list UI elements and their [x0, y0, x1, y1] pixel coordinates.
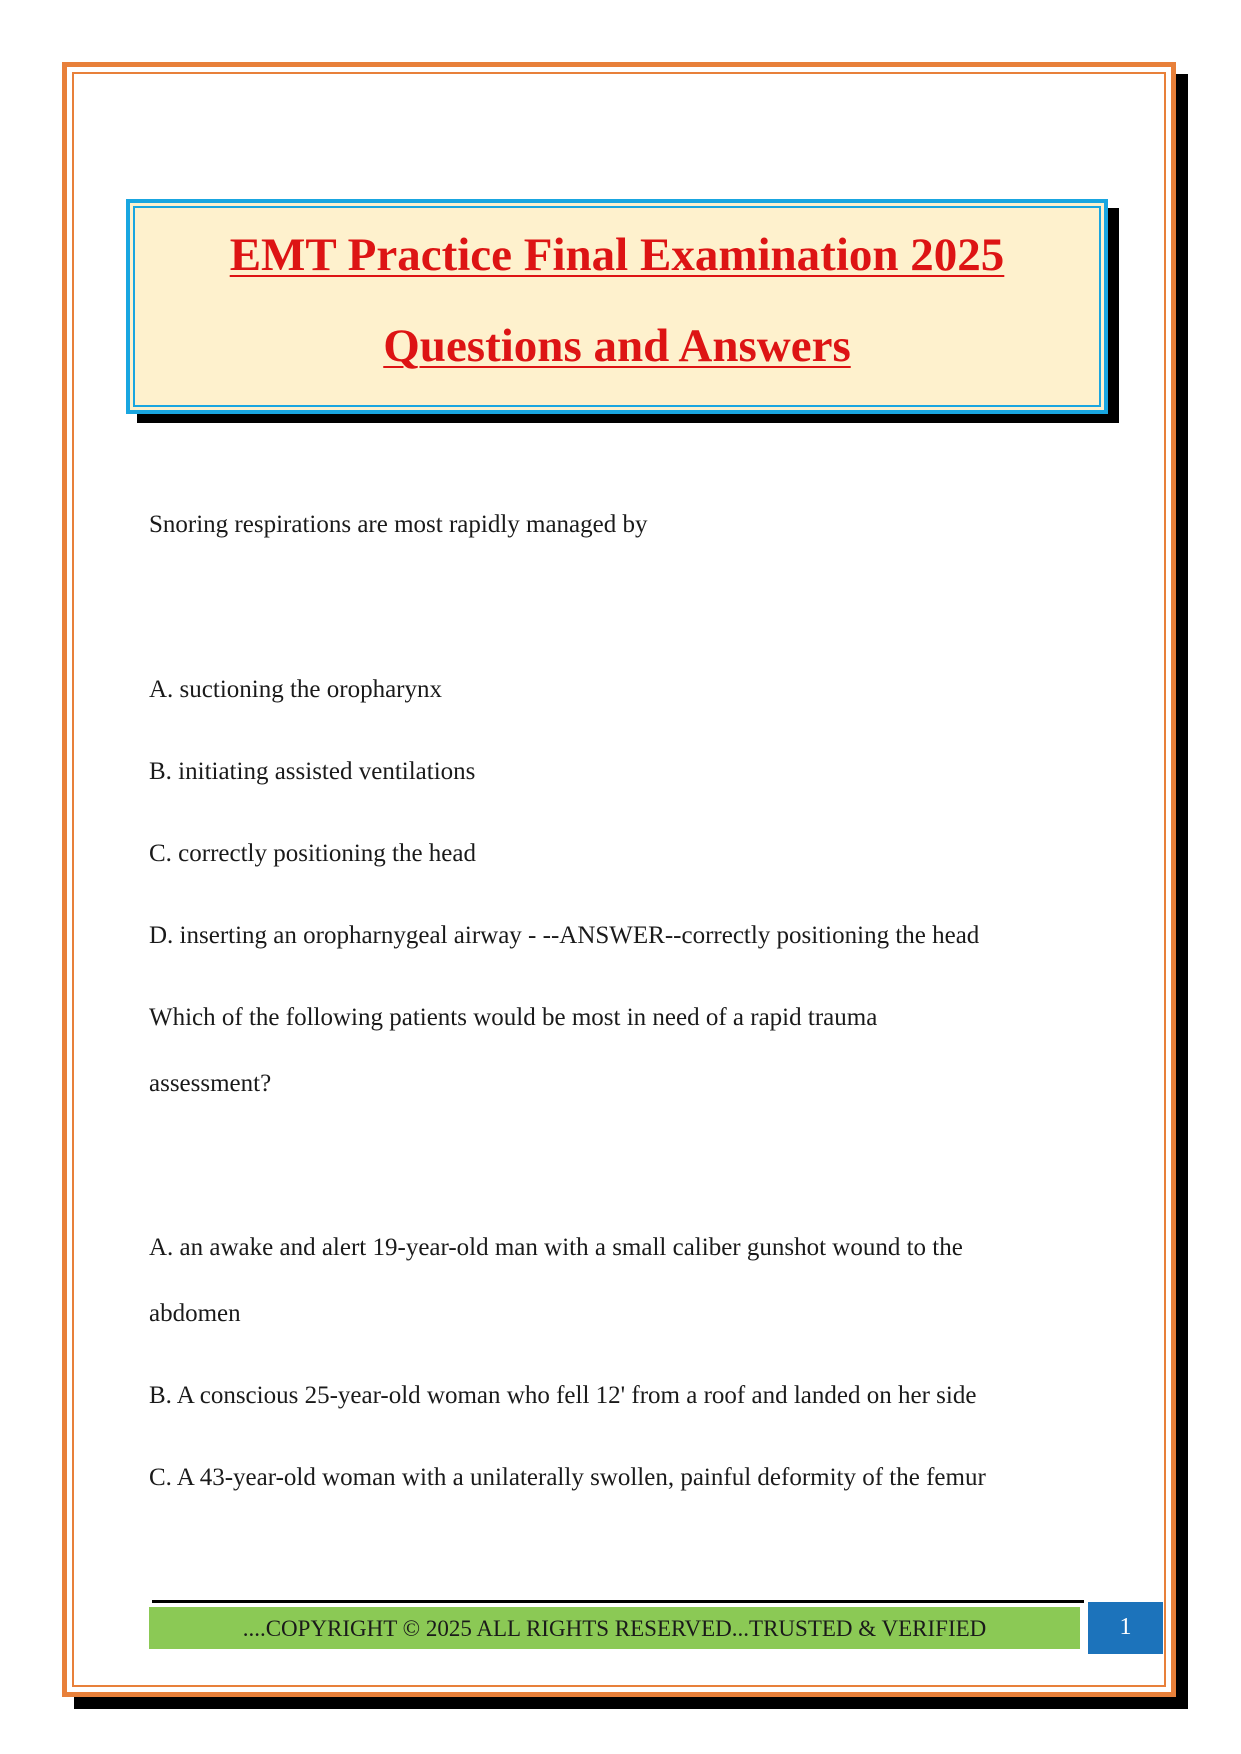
question-1-option-a: A. suctioning the oropharynx — [149, 676, 443, 703]
page-number-box — [1088, 1602, 1163, 1654]
question-1-option-d-answer: D. inserting an oropharnygeal airway - --ANSWER--correctly positioning the head — [149, 922, 980, 949]
question-2-option-c: C. A 43-year-old woman with a unilaterally swollen, painful deformity of the femur — [149, 1464, 986, 1491]
question-2-prompt-line1: Which of the following patients would be most in need of a rapid trauma — [149, 1004, 878, 1031]
question-1-prompt: Snoring respirations are most rapidly managed by — [149, 511, 648, 538]
footer-copyright: ....COPYRIGHT © 2025 ALL RIGHTS RESERVED...TRUSTED & VERIFIED — [242, 1616, 987, 1641]
question-1-option-b: B. initiating assisted ventilations — [149, 758, 476, 785]
footer-divider — [152, 1600, 1084, 1603]
document-title: EMT Practice Final Examination 2025 — [229, 229, 1005, 281]
question-1-option-c: C. correctly positioning the head — [149, 840, 477, 867]
question-2-prompt-line2: assessment? — [149, 1070, 272, 1097]
question-2-option-a-line2: abdomen — [149, 1300, 241, 1327]
footer-bar — [149, 1607, 1080, 1649]
document-subtitle: Questions and Answers — [383, 320, 851, 372]
question-2-option-a-line1: A. an awake and alert 19-year-old man with a small caliber gunshot wound to the — [149, 1234, 963, 1261]
page-number: 1 — [1119, 1614, 1132, 1640]
title-box — [126, 199, 1108, 414]
question-2-option-b: B. A conscious 25-year-old woman who fell 12' from a roof and landed on her side — [149, 1382, 977, 1409]
